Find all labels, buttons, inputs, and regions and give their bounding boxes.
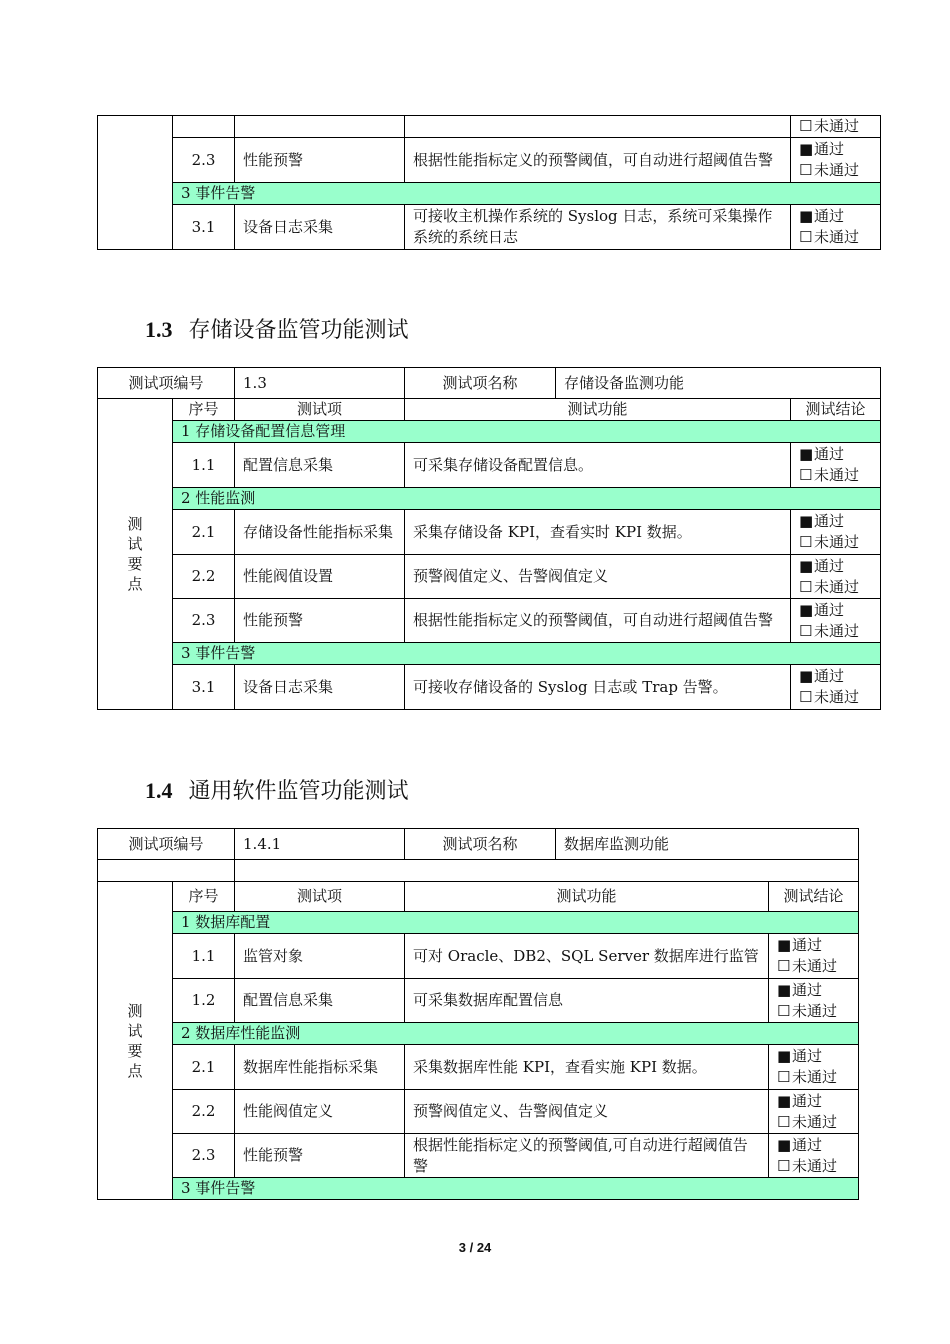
result-cell: ■通过 ☐ 未通过 [791, 443, 881, 488]
checked-box-icon: ■ [777, 936, 792, 954]
item-cell: 配置信息采集 [235, 979, 405, 1023]
result-cell: ■通过 ☐ 未通过 [769, 1045, 859, 1090]
test-item-no-label: 测试项编号 [98, 368, 235, 399]
checked-box-icon: ■ [777, 1047, 792, 1065]
checked-box-icon: ■ [799, 140, 814, 158]
test-item-no-label: 测试项编号 [98, 829, 235, 860]
item-cell: 性能阀值定义 [235, 1090, 405, 1134]
col-header-result: 测试结论 [791, 399, 881, 421]
unchecked-box-icon: ☐ [777, 1112, 791, 1131]
col-header-seq: 序号 [173, 399, 235, 421]
table-row [98, 599, 881, 643]
group-header: 3 事件告警 [173, 183, 881, 205]
col-header-function: 测试功能 [405, 399, 791, 421]
result-cell: ■通过 ☐ 未通过 [791, 555, 881, 599]
table-row [98, 1045, 859, 1090]
checked-box-icon: ■ [777, 1135, 792, 1154]
col-header-item: 测试项 [235, 399, 405, 421]
seq-cell: 2.3 [173, 138, 235, 183]
table-row [98, 979, 859, 1023]
test-item-no-value: 1.3 [235, 368, 405, 399]
seq-cell: 3.1 [173, 205, 235, 250]
item-cell: 监管对象 [235, 934, 405, 979]
item-cell: 性能预警 [235, 138, 405, 183]
function-cell: 根据性能指标定义的预警阈值,可自动进行超阈值告警 [405, 1134, 769, 1178]
checked-box-icon: ■ [799, 667, 814, 685]
unchecked-box-icon: ☐ [799, 577, 813, 596]
seq-cell: 2.1 [173, 1045, 235, 1090]
function-cell: 采集数据库性能 KPI，查看实施 KPI 数据。 [405, 1045, 769, 1090]
result-cell: ☐ 未通过 [791, 116, 881, 138]
unchecked-box-icon: ☐ [777, 1001, 791, 1020]
section-heading-1-3: 1.3 存储设备监管功能测试 [145, 317, 409, 343]
item-cell: 存储设备性能指标采集 [235, 510, 405, 555]
table-row [98, 443, 881, 488]
group-header: 2 性能监测 [173, 488, 881, 510]
group-header: 3 事件告警 [173, 643, 881, 665]
empty-cell [98, 860, 235, 882]
function-cell: 采集存储设备 KPI，查看实时 KPI 数据。 [405, 510, 791, 555]
item-cell: 性能阀值设置 [235, 555, 405, 599]
table-row [98, 1134, 859, 1178]
function-cell: 可接收主机操作系统的 Syslog 日志，系统可采集操作系统的系统日志 [405, 205, 791, 250]
key-points-cell [98, 116, 173, 250]
test-item-name-label: 测试项名称 [405, 368, 556, 399]
seq-cell: 2.2 [173, 1090, 235, 1134]
function-cell: 根据性能指标定义的预警阈值，可自动进行超阈值告警 [405, 138, 791, 183]
seq-cell: 2.1 [173, 510, 235, 555]
seq-cell: 2.3 [173, 599, 235, 643]
unchecked-box-icon: ☐ [799, 117, 813, 135]
result-cell: ■通过 ☐ 未通过 [769, 934, 859, 979]
table-row [98, 510, 881, 555]
result-cell: ■通过 ☐ 未通过 [791, 138, 881, 183]
function-cell: 预警阀值定义、告警阀值定义 [405, 1090, 769, 1134]
item-cell: 性能预警 [235, 1134, 405, 1178]
checked-box-icon: ■ [799, 207, 814, 225]
table-row [98, 1090, 859, 1134]
seq-cell: 1.1 [173, 934, 235, 979]
table-row [98, 555, 881, 599]
database-test-table [97, 828, 859, 1200]
group-header: 1 存储设备配置信息管理 [173, 421, 881, 443]
storage-test-table [97, 367, 881, 710]
seq-cell: 3.1 [173, 665, 235, 710]
item-cell: 设备日志采集 [235, 665, 405, 710]
item-cell: 设备日志采集 [235, 205, 405, 250]
group-header: 2 数据库性能监测 [173, 1023, 859, 1045]
item-cell: 数据库性能指标采集 [235, 1045, 405, 1090]
col-header-seq: 序号 [173, 882, 235, 912]
unchecked-box-icon: ☐ [777, 1068, 791, 1086]
unchecked-box-icon: ☐ [799, 533, 813, 551]
top-table [97, 115, 881, 250]
unchecked-box-icon: ☐ [799, 688, 813, 706]
function-cell: 根据性能指标定义的预警阈值，可自动进行超阈值告警 [405, 599, 791, 643]
seq-cell: 2.3 [173, 1134, 235, 1178]
unchecked-box-icon: ☐ [799, 466, 813, 484]
seq-cell: 1.1 [173, 443, 235, 488]
unchecked-box-icon: ☐ [799, 228, 813, 246]
function-cell: 可接收存储设备的 Syslog 日志或 Trap 告警。 [405, 665, 791, 710]
col-header-function: 测试功能 [405, 882, 769, 912]
result-cell: ■通过 ☐ 未通过 [769, 1134, 859, 1178]
unchecked-box-icon: ☐ [799, 161, 813, 179]
table-row [98, 665, 881, 710]
col-header-item: 测试项 [235, 882, 405, 912]
checked-box-icon: ■ [799, 600, 814, 619]
unchecked-box-icon: ☐ [777, 957, 791, 975]
key-points-cell: 测试要点 [98, 399, 173, 710]
result-cell: ■通过 ☐ 未通过 [791, 510, 881, 555]
unchecked-box-icon: ☐ [777, 1156, 791, 1175]
result-cell: ■通过 ☐ 未通过 [791, 205, 881, 250]
checked-box-icon: ■ [799, 556, 814, 575]
checked-box-icon: ■ [777, 980, 792, 999]
test-item-no-value: 1.4.1 [235, 829, 405, 860]
test-item-name-label: 测试项名称 [405, 829, 556, 860]
group-header: 3 事件告警 [173, 1178, 859, 1200]
checked-box-icon: ■ [799, 445, 814, 463]
checked-box-icon: ■ [777, 1091, 792, 1110]
function-cell: 预警阀值定义、告警阀值定义 [405, 555, 791, 599]
test-item-name-value: 存储设备监测功能 [556, 368, 881, 399]
seq-cell: 1.2 [173, 979, 235, 1023]
unchecked-box-icon: ☐ [799, 621, 813, 640]
function-cell: 可采集存储设备配置信息。 [405, 443, 791, 488]
test-item-name-value: 数据库监测功能 [556, 829, 859, 860]
key-points-cell: 测试要点 [98, 882, 173, 1200]
item-cell: 配置信息采集 [235, 443, 405, 488]
function-cell: 可对 Oracle、DB2、SQL Server 数据库进行监管 [405, 934, 769, 979]
function-cell: 可采集数据库配置信息 [405, 979, 769, 1023]
table-row [98, 205, 881, 250]
checked-box-icon: ■ [799, 512, 814, 530]
col-header-result: 测试结论 [769, 882, 859, 912]
empty-cell [235, 860, 859, 882]
result-cell: ■通过 ☐ 未通过 [791, 665, 881, 710]
item-cell: 性能预警 [235, 599, 405, 643]
result-cell: ■通过 ☐ 未通过 [769, 979, 859, 1023]
page-number: 3 / 24 [458, 1240, 492, 1255]
seq-cell: 2.2 [173, 555, 235, 599]
table-row [98, 138, 881, 183]
section-heading-1-4: 1.4 通用软件监管功能测试 [145, 778, 409, 804]
result-cell: ■通过 ☐ 未通过 [791, 599, 881, 643]
group-header: 1 数据库配置 [173, 912, 859, 934]
table-row [98, 934, 859, 979]
result-cell: ■通过 ☐ 未通过 [769, 1090, 859, 1134]
